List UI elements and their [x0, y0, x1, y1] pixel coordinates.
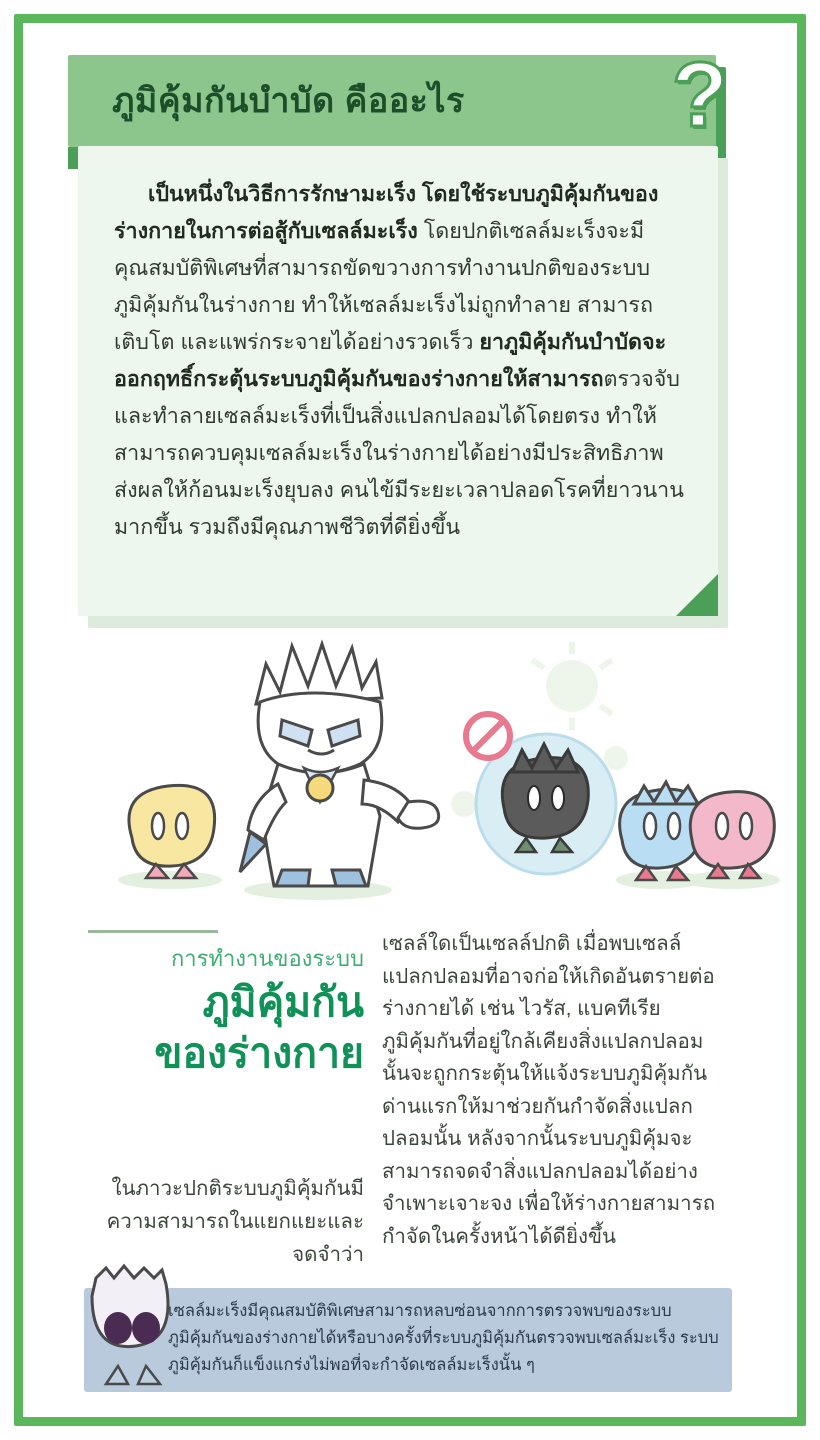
intro-bold-run: ของร่างกายในการต่อสู้กับเซลล์มะเร็ง [114, 182, 659, 243]
intro-paragraph [114, 176, 686, 546]
infographic-page [30, 30, 790, 1410]
section-heading-line2: ของร่างกาย [154, 1030, 364, 1076]
title-ribbon-band [68, 55, 716, 147]
normal-cell-pink [690, 792, 774, 878]
intro-bold-run: เป็นหนึ่งในวิธีการรักษามะเร็ง โดยใช้ระบบภูมิคุ้มกัน [148, 182, 621, 206]
section-divider [88, 930, 218, 933]
immune-hero-character [240, 644, 439, 886]
section-right-body: เซลล์ใดเป็นเซลล์ปกติ เมื่อพบเซลล์แปลกปลอมที่อาจก่อให้เกิดอันตรายต่อร่างกายได้ เช่น ไวรัส, แบคทีเรีย ภูมิคุ้มกันที่อยู่ใกล้เคียงสิ่งแปลกปลอมนั้นจะถูกกระตุ้นให้แจ้งระบบภูมิคุ้มกันด่านแรกให้มาช่วยกันกำจัดสิ่งแปลกปลอมนั้น หลังจากนั้นระบบภูมิคุ้มจะสามารถจดจำสิ่งแปลกปลอมได้อย่างจำเพาะเจาะจง เพื่อให้ร่างกายสามารถกำจัดในครั้งหน้าได้ดียิ่งขึ้น [382, 932, 716, 1248]
section-left-body: ในภาวะปกติระบบภูมิคุ้มกันมีความสามารถในแยกแยะและจดจำว่า [106, 1177, 364, 1266]
section-heading-block [74, 942, 364, 1078]
cancer-cell-mascot [88, 1266, 174, 1388]
question-mark-glyph: ? [671, 44, 728, 146]
intro-bold-run: ยาภูมิคุ้มกันบำบัดจะออกฤทธิ์กระตุ้นระบบภูมิคุ้มกันของร่างกายให้สามารถ [114, 330, 667, 391]
no-entry-icon [466, 714, 510, 758]
section-eyebrow: การทำงานของระบบ [170, 946, 364, 971]
intro-card [78, 146, 718, 616]
cancer-cell-mascot-svg [88, 1266, 174, 1388]
section-heading-line1: ภูมิคุ้มกัน [202, 979, 364, 1025]
intro-text-run: โดยปกติเซลล์มะเร็งจะมีคุณสมบัติพิเศษที่สามารถขัดขวางการทำงานปกติของระบบภูมิคุ้มกันในร่างกาย ทำให้เซลล์มะเร็งไม่ถูกทำลาย สามารถเติบโต และแพร่กระจายได้อย่างรวดเร็ว [114, 219, 654, 354]
normal-cell-yellow [129, 785, 215, 878]
illustration-svg [60, 608, 760, 908]
page-title: ภูมิคุ้มกันบำบัด คืออะไร [112, 82, 465, 120]
illustration-band [60, 608, 760, 908]
footnote-text: เซลล์มะเร็งมีคุณสมบัติพิเศษสามารถหลบซ่อนจากการตรวจพบของระบบภูมิคุ้มกันของร่างกายได้หรือบางครั้งที่ระบบภูมิคุ้มกันตรวจพบเซลล์มะเร็ง ระบบภูมิคุ้มกันก็แข็งแกร่งไม่พอที่จะกำจัดเซลล์มะเร็งนั้น ๆ [168, 1302, 719, 1374]
intro-text-run: ตรวจจับ และทำลายเซลล์มะเร็งที่เป็นสิ่งแปลกปลอมได้โดยตรง ทำให้สามารถควบคุมเซลล์มะเร็งในร่างกายได้อย่างมีประสิทธิภาพ ส่งผลให้ก้อนมะเร็งยุบลง คนไข้มีระยะเวลาปลอดโรคที่ยาวนานมากขึ้น รวมถึงมีคุณภาพชีวิตที่ดียิ่งขึ้น [114, 367, 684, 539]
